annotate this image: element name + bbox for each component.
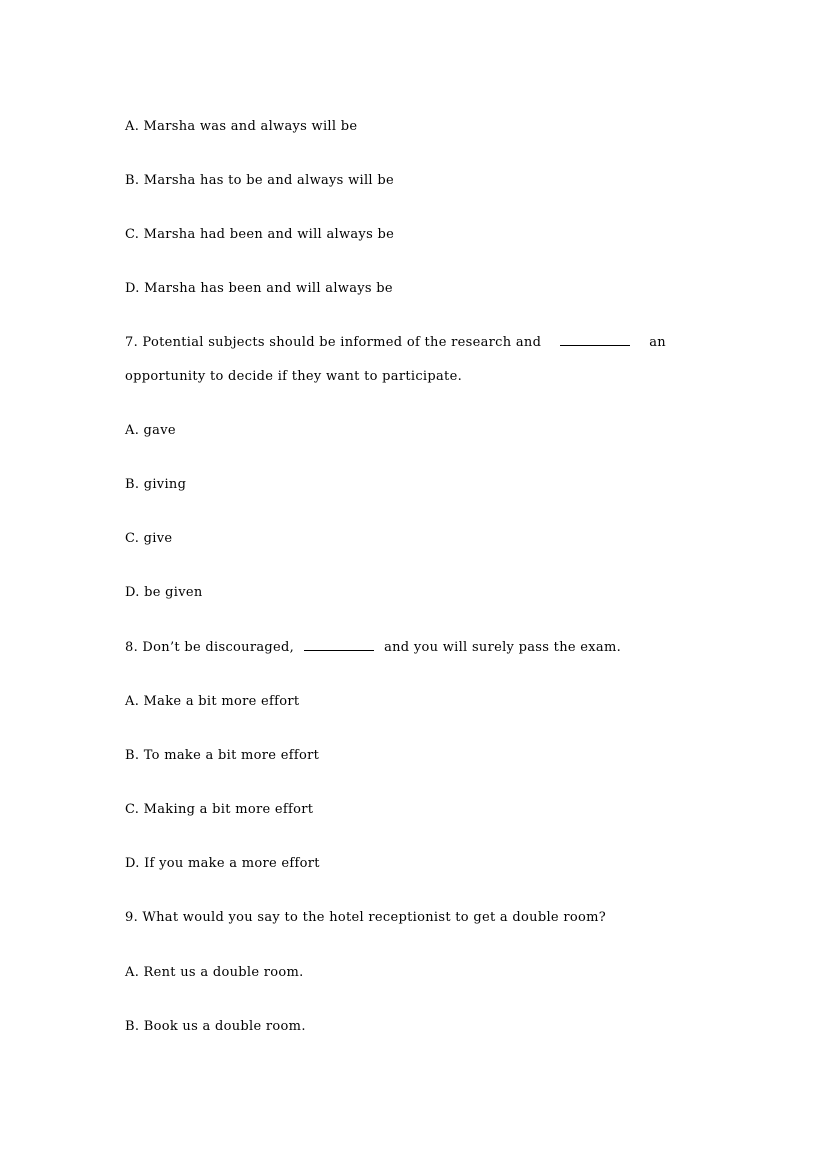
q8-blank <box>304 638 374 651</box>
q6-option-d: D. Marsha has been and will always be <box>125 281 393 296</box>
q8-option-d: D. If you make a more effort <box>125 856 320 871</box>
q9-option-b: B. Book us a double room. <box>125 1019 306 1034</box>
q7-option-b: B. giving <box>125 477 187 492</box>
q8-stem-before: 8. Don’t be discouraged, <box>125 640 295 655</box>
q7-stem-line1 <box>125 333 666 353</box>
q7-stem-line2: opportunity to decide if they want to participate. <box>125 369 463 384</box>
q7-option-c: C. give <box>125 531 173 546</box>
q7-blank <box>560 333 630 346</box>
q6-option-b: B. Marsha has to be and always will be <box>125 173 394 188</box>
q8-stem <box>125 638 685 658</box>
q8-stem-after: and you will surely pass the exam. <box>384 640 622 655</box>
q7-stem-after: an <box>649 335 666 350</box>
q7-stem-before: 7. Potential subjects should be informed of the research and <box>125 335 542 350</box>
q7-option-d: D. be given <box>125 585 203 600</box>
q9-stem: 9. What would you say to the hotel receptionist to get a double room? <box>125 910 606 925</box>
q6-option-c: C. Marsha had been and will always be <box>125 227 395 242</box>
q7-option-a: A. gave <box>125 423 176 438</box>
q6-option-a: A. Marsha was and always will be <box>125 119 358 134</box>
q9-option-a: A. Rent us a double room. <box>125 965 304 980</box>
q8-option-b: B. To make a bit more effort <box>125 748 320 763</box>
q8-option-c: C. Making a bit more effort <box>125 802 314 817</box>
document-page <box>125 117 685 1037</box>
q8-option-a: A. Make a bit more effort <box>125 694 300 709</box>
